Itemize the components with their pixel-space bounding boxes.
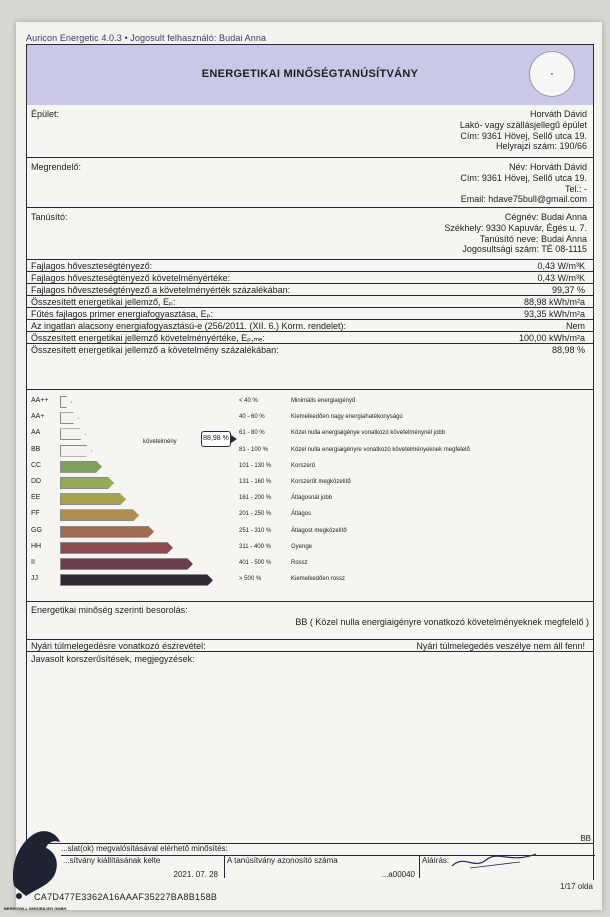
metric-label: Fajlagos hőveszteségtényező: [31, 261, 153, 271]
metric-row [27, 308, 593, 320]
energy-class-code: CC [31, 461, 42, 469]
building-label: Épület: [31, 109, 60, 119]
client-line: Cím: 9361 Hövej, Sellő utca 19. [460, 172, 587, 183]
client-section [27, 158, 593, 208]
company-seal [4, 826, 74, 912]
certifier-logo [529, 51, 575, 97]
client-values [460, 162, 587, 205]
certificate-id-cell [225, 855, 420, 878]
energy-class-range: 131 - 160 % [239, 479, 272, 485]
certifier-line: Cégnév: Budai Anna [504, 212, 587, 222]
classification-row [27, 602, 593, 640]
notes-label: Javasolt korszerűsítések, megjegyzések: [31, 654, 195, 664]
energy-class-description: Átlagost megközelítő [291, 527, 347, 534]
achievable-value: BB [580, 834, 591, 843]
certificate-frame [26, 44, 594, 880]
energy-class-bar [60, 445, 92, 457]
energy-class-range: 251 - 310 % [239, 527, 272, 534]
energy-class-code: AA++ [31, 397, 49, 404]
energy-class-description: Kiemelkedően rossz [291, 576, 346, 583]
title-bar [27, 45, 593, 106]
energy-class-range: 161 - 200 % [239, 495, 272, 502]
summer-overheating-row [27, 640, 593, 652]
metric-label: Összesített energetikai jellemző követelményértéke, Eₚ,ₘₑ: [31, 333, 265, 343]
issue-date-cell [61, 855, 225, 878]
energy-class-description: Átlagosnál jobb [291, 495, 333, 502]
energy-class-range: 311 - 400 % [239, 543, 271, 550]
client-line: Tel.: - [564, 183, 587, 194]
building-values [460, 109, 587, 152]
metric-label: Az ingatlan alacsony energiafogyasztású-e (256/2011. (XII. 6.) Korm. rendelet): [31, 321, 347, 331]
footer-section [27, 834, 593, 881]
energy-class-description: Korszerűt megközelítő [291, 479, 351, 485]
energy-class-range: 401 - 500 % [239, 560, 272, 566]
software-header: Auricon Energetic 4.0.3 • Jogosult felhasználó: Budai Anna [26, 33, 267, 43]
energy-class-bar [60, 396, 72, 408]
energy-class-code: FF [31, 510, 40, 518]
certifier-line: Székhely: 9330 Kapuvár, Égés u. 7. [444, 222, 587, 233]
logo-mark: ● [550, 71, 554, 76]
energy-class-bar [60, 509, 139, 521]
energy-class-range: 61 - 80 % [239, 430, 265, 437]
issue-date-value: 2021. 07. 28 [173, 870, 218, 879]
energy-class-code: AA [31, 429, 41, 437]
energy-class-bar [60, 477, 114, 489]
requirement-label: követelmény [143, 439, 177, 445]
certifier-values [444, 212, 587, 255]
energy-class-bar [60, 428, 86, 440]
certificate-title: ENERGETIKAI MINŐSÉGTANÚSÍTVÁNY [201, 68, 419, 80]
energy-class-code: GG [31, 526, 42, 534]
energy-class-code: AA+ [31, 413, 45, 421]
metric-value: 100,00 kWh/m²a [518, 333, 585, 343]
energy-class-bar [60, 574, 213, 586]
client-label: Megrendelő: [31, 162, 82, 172]
energy-class-range: 81 - 100 % [239, 446, 269, 453]
metric-value: 0,43 W/m³K [537, 261, 585, 271]
metric-value: 88,98 kWh/m²a [523, 297, 585, 307]
certificate-id-value: ...a00040 [381, 870, 415, 879]
energy-class-code: JJ [31, 575, 38, 583]
metric-label: Összesített energetikai jellemző, Eₚ: [31, 297, 176, 307]
energy-class-description: Közel nulla energiaigénye vonatkozó követelménynél jobb [291, 430, 446, 437]
energy-class-range: 201 - 250 % [239, 511, 272, 518]
energy-class-code: II [31, 559, 35, 566]
metric-value: 88,98 % [551, 345, 585, 355]
classification-value: BB ( Közel nulla energiaigényre vonatkozó követelményeknek megfelelő ) [295, 617, 589, 627]
client-line: Név: Horváth Dávid [508, 162, 587, 172]
page-number: 1/17 olda [560, 882, 593, 891]
energy-class-bar [60, 412, 79, 424]
client-email: Email: hdave75bull@gmail.com [460, 194, 587, 205]
energy-class-bar [60, 558, 193, 570]
energy-class-description: Rossz [291, 560, 308, 566]
notes-section [27, 652, 593, 844]
metric-row [27, 284, 593, 296]
energy-class-description: Közel nulla energiaigényre vonatkozó követelményeknek megfelelő [291, 446, 470, 453]
certifier-line: Jogosultsági szám: TÉ 08-1115 [462, 244, 587, 255]
requirement-value-marker: 88,98 % [201, 431, 231, 447]
certifier-line: Tanúsító neve: Budai Anna [479, 233, 587, 244]
building-line: Cím: 9361 Hövej, Sellő utca 19. [460, 130, 587, 141]
energy-class-scale [27, 390, 593, 602]
summer-value: Nyári túlmelegedés veszélye nem áll fenn! [416, 641, 585, 651]
energy-class-code: EE [31, 494, 41, 502]
energy-class-code: BB [31, 445, 41, 453]
metric-value: 99,37 % [551, 285, 585, 295]
energy-class-bar [60, 542, 173, 554]
metric-label: Összesített energetikai jellemző a követelmény százalékában: [31, 345, 279, 355]
metric-label: Fűtés fajlagos primer energiafogyasztása, Eₚ: [31, 309, 213, 319]
energy-class-range: 40 - 60 % [239, 414, 265, 421]
energy-class-code: HH [31, 542, 42, 550]
signature-cell [420, 855, 595, 878]
energy-class-range: > 500 % [239, 576, 262, 583]
metric-label: Fajlagos hőveszteségtényező a követelményérték százalékában: [31, 285, 291, 295]
building-line: Horváth Dávid [529, 109, 587, 119]
metric-label: Fajlagos hőveszteségtényező követelményértéke: [31, 273, 231, 283]
building-section [27, 105, 593, 158]
building-line: Lakó- vagy szállásjellegű épület [459, 119, 587, 130]
signature-label: Aláírás: [422, 856, 450, 865]
achievable-label: ...slat(ok) megvalósításával elérhető minősítés: [61, 844, 228, 853]
energy-class-description: Átlagos [291, 511, 312, 518]
energy-class-description: Kiemelkedően nagy energiahatékonyságú [291, 414, 403, 421]
metric-row [27, 332, 593, 344]
metric-value: Nem [565, 321, 585, 331]
building-line: Helyrajzi szám: 190/66 [495, 141, 587, 152]
energy-class-bar [60, 526, 154, 538]
metric-value: 93,35 kWh/m²a [523, 309, 585, 319]
signature-image [450, 852, 540, 872]
certificate-id-label: A tanúsítvány azonosító száma [227, 856, 338, 865]
energy-class-description: Minimális energiaigényű [291, 398, 356, 404]
metric-value: 0,43 W/m³K [537, 273, 585, 283]
seal-horse-icon [4, 826, 74, 912]
metric-row [27, 260, 593, 272]
metric-row [27, 272, 593, 284]
document-hash: CA7D477E3362A16AAAF35227BA8B158B [34, 892, 218, 902]
certifier-label: Tanúsító: [31, 212, 68, 222]
classification-label: Energetikai minőség szerinti besorolás: [31, 605, 188, 615]
energy-class-description: Gyenge [291, 543, 313, 550]
metric-row [27, 296, 593, 308]
certifier-section [27, 208, 593, 260]
energy-class-range: 101 - 130 % [239, 462, 272, 469]
energy-class-range: < 40 % [239, 398, 258, 404]
metric-row [27, 344, 593, 390]
energy-class-description: Korszerű [291, 462, 316, 469]
issue-date-label: ...sítvány kiállításának kelte [63, 856, 161, 865]
energy-class-code: DD [31, 478, 42, 485]
energy-class-bar [60, 461, 102, 473]
energy-class-bar [60, 493, 126, 505]
seal-text: BEREGWILL IMMOBILIEN GMBH [4, 906, 67, 911]
summer-label: Nyári túlmelegedésre vonatkozó észrevétel: [31, 641, 206, 651]
metric-row [27, 320, 593, 332]
